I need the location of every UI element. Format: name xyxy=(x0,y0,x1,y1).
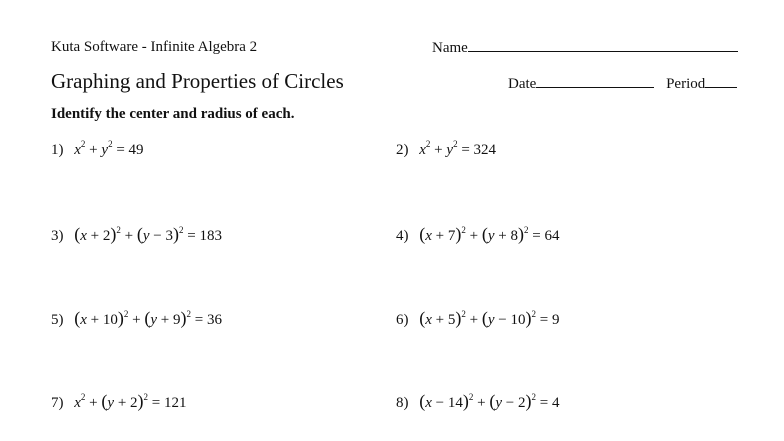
problem-equation: $x^2 + y^2 = 49$ xyxy=(74,139,144,158)
problem-equation: $(x + 2)^2 + (y - 3)^2 = 183$ xyxy=(74,224,222,244)
period-blank[interactable] xyxy=(705,75,737,88)
problem-number: 8) xyxy=(396,395,409,411)
problem-equation: $x^2 + (y + 2)^2 = 121$ xyxy=(74,391,187,411)
problem-4 xyxy=(396,224,559,245)
problem-number: 4) xyxy=(396,228,409,244)
date-label: Date xyxy=(508,76,537,92)
date-period-row xyxy=(508,75,737,93)
problem-number: 5) xyxy=(51,312,64,328)
problem-8 xyxy=(396,391,559,412)
problem-equation: $(x - 14)^2 + (y - 2)^2 = 4$ xyxy=(419,391,560,411)
problem-equation: $(x + 5)^2 + (y - 10)^2 = 9$ xyxy=(419,308,560,328)
problem-number: 6) xyxy=(396,312,409,328)
problem-6 xyxy=(396,308,559,329)
problem-number: 7) xyxy=(51,395,64,411)
name-field[interactable] xyxy=(432,39,738,57)
problem-number: 1) xyxy=(51,142,64,158)
problem-number: 2) xyxy=(396,142,409,158)
instructions: Identify the center and radius of each. xyxy=(51,106,295,122)
publisher-label: Kuta Software - Infinite Algebra 2 xyxy=(51,39,258,55)
problem-equation: $(x + 10)^2 + (y + 9)^2 = 36$ xyxy=(74,308,222,328)
name-label: Name xyxy=(432,40,468,56)
period-label: Period xyxy=(666,76,706,92)
problem-2 xyxy=(396,139,497,159)
problem-3 xyxy=(51,224,222,245)
problem-7 xyxy=(51,391,187,412)
problem-number: 3) xyxy=(51,228,64,244)
problem-equation: $(x + 7)^2 + (y + 8)^2 = 64$ xyxy=(419,224,560,244)
problem-5 xyxy=(51,308,222,329)
problem-equation: $x^2 + y^2 = 324$ xyxy=(419,139,497,158)
name-blank[interactable] xyxy=(468,39,738,52)
problem-1 xyxy=(51,139,144,159)
date-blank[interactable] xyxy=(536,75,654,88)
worksheet-title: Graphing and Properties of Circles xyxy=(51,69,344,93)
